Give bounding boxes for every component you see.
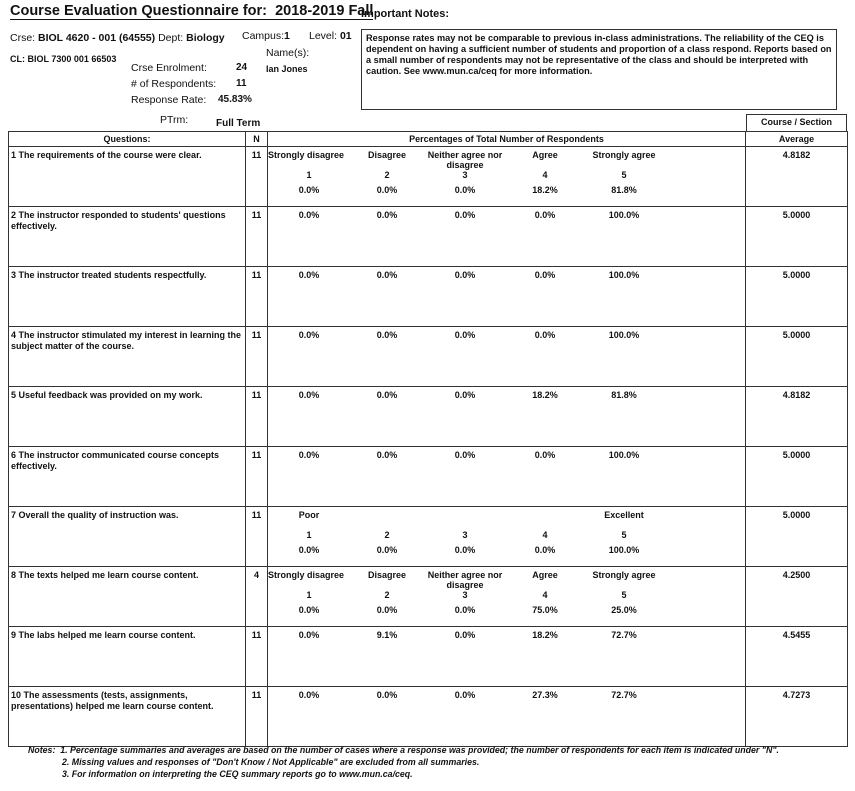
title-text: Course Evaluation Questionnaire for:	[10, 3, 268, 19]
percentages-cell	[268, 327, 746, 387]
response-rate-value: 45.83%	[218, 94, 252, 105]
scale-label: Strongly agree	[592, 150, 656, 160]
respondent-count: 11	[246, 327, 268, 387]
question-text: 2 The instructor responded to students' questions effectively.	[9, 207, 246, 267]
percentages-cell	[268, 207, 746, 267]
percentage-value: 100.0%	[608, 450, 640, 460]
scale-label: Strongly disagree	[268, 570, 345, 580]
scale-number: 2	[384, 530, 390, 540]
level-value: 01	[339, 30, 352, 42]
percentage-value: 100.0%	[608, 545, 640, 555]
percentage-value: 0.0%	[454, 690, 476, 700]
percentage-value: 18.2%	[532, 390, 558, 400]
scale-label: Neither agree nor disagree	[427, 570, 503, 590]
percentage-value: 0.0%	[298, 390, 320, 400]
question-text: 4 The instructor stimulated my interest in learning the subject matter of the course.	[9, 327, 246, 387]
percentage-value: 81.8%	[611, 390, 637, 400]
course-line	[10, 32, 225, 44]
dept-value: Biology	[186, 32, 225, 44]
results-table	[8, 131, 848, 747]
scale-number: 4	[542, 590, 548, 600]
average-value: 4.8182	[746, 387, 848, 447]
instructor-name: Ian Jones	[266, 64, 308, 74]
percentage-value: 0.0%	[454, 330, 476, 340]
scale-number: 5	[621, 530, 627, 540]
respondents-value: 11	[236, 78, 247, 89]
percentage-value: 0.0%	[376, 390, 398, 400]
table-row	[9, 147, 848, 207]
scale-number: 4	[542, 530, 548, 540]
report-title	[10, 3, 373, 19]
average-value: 4.8182	[746, 147, 848, 207]
table-row	[9, 687, 848, 747]
campus-value: 1	[284, 30, 290, 42]
percentage-value: 81.8%	[611, 185, 637, 195]
percentage-value: 0.0%	[298, 545, 320, 555]
scale-number: 2	[384, 170, 390, 180]
notes-title: Important Notes:	[361, 8, 449, 20]
percentage-value: 0.0%	[376, 330, 398, 340]
percentage-value: 0.0%	[534, 545, 556, 555]
scale-number: 1	[306, 530, 312, 540]
question-text: 6 The instructor communicated course concepts effectively.	[9, 447, 246, 507]
average-value: 5.0000	[746, 267, 848, 327]
scale-label: Agree	[532, 150, 558, 160]
percentage-value: 72.7%	[611, 690, 637, 700]
percentage-value: 0.0%	[298, 210, 320, 220]
average-value: 5.0000	[746, 207, 848, 267]
footer-label: Notes:	[28, 745, 56, 755]
percentage-value: 0.0%	[454, 390, 476, 400]
response-rate-label: Response Rate:	[131, 94, 207, 106]
percentage-value: 0.0%	[376, 185, 398, 195]
percentages-cell	[268, 147, 746, 207]
level-label: Level:	[309, 30, 338, 42]
percentage-value: 0.0%	[454, 450, 476, 460]
percentages-cell	[268, 387, 746, 447]
percentage-value: 100.0%	[608, 270, 640, 280]
scale-number: 5	[621, 170, 627, 180]
course-label: Crse:	[10, 32, 36, 44]
percentage-value: 0.0%	[376, 545, 398, 555]
col-questions: Questions:	[9, 132, 246, 147]
col-n: N	[246, 132, 268, 147]
percentage-value: 0.0%	[376, 210, 398, 220]
percentage-value: 0.0%	[534, 330, 556, 340]
question-text: 7 Overall the quality of instruction was.	[9, 507, 246, 567]
percentage-value: 0.0%	[376, 270, 398, 280]
percentage-value: 72.7%	[611, 630, 637, 640]
table-header-row	[9, 132, 848, 147]
question-text: 9 The labs helped me learn course content.	[9, 627, 246, 687]
scale-number: 1	[306, 590, 312, 600]
percentage-value: 18.2%	[532, 185, 558, 195]
percentage-value: 18.2%	[532, 630, 558, 640]
percentage-value: 0.0%	[534, 450, 556, 460]
course-code: BIOL 4620 - 001 (64555)	[38, 32, 156, 44]
scale-label: Strongly disagree	[268, 150, 345, 160]
average-value: 4.7273	[746, 687, 848, 747]
footer-note-3: 3. For information on interpreting the CEQ summary reports go to www.mun.ca/ceq.	[62, 769, 413, 779]
pterm-label: PTrm:	[160, 114, 189, 126]
percentage-value: 0.0%	[454, 185, 476, 195]
respondent-count: 11	[246, 687, 268, 747]
percentages-cell	[268, 447, 746, 507]
scale-number: 3	[462, 530, 468, 540]
footer-note-1: 1. Percentage summaries and averages are based on the number of cases where a response was provided; the number of respondents for each item is indicated under "N".	[60, 745, 779, 755]
respondent-count: 11	[246, 267, 268, 327]
percentage-value: 75.0%	[532, 605, 558, 615]
percentage-value: 9.1%	[376, 630, 398, 640]
percentage-value: 0.0%	[376, 605, 398, 615]
percentage-value: 100.0%	[608, 210, 640, 220]
percentage-value: 0.0%	[298, 690, 320, 700]
percentage-value: 0.0%	[298, 270, 320, 280]
percentages-cell	[268, 267, 746, 327]
percentage-value: 0.0%	[298, 330, 320, 340]
table-row	[9, 207, 848, 267]
term-text: 2018-2019 Fall	[275, 3, 374, 19]
scale-label: Excellent	[604, 510, 644, 520]
percentage-value: 0.0%	[454, 545, 476, 555]
pterm-value: Full Term	[216, 118, 261, 129]
important-notes-box: Response rates may not be comparable to previous in-class administrations. The reliability of the CEQ is dependent on having a sufficient number of students and proportion of a class respond. Reports based on a small number of respondents may not be representative of the class and should be interpreted with caution. See www.mun.ca/ceq for more information.	[361, 29, 837, 110]
scale-label: Agree	[532, 570, 558, 580]
respondent-count: 11	[246, 387, 268, 447]
percentage-value: 0.0%	[534, 270, 556, 280]
respondent-count: 11	[246, 207, 268, 267]
percentage-value: 0.0%	[298, 605, 320, 615]
scale-label: Poor	[298, 510, 320, 520]
average-value: 5.0000	[746, 507, 848, 567]
percentage-value: 0.0%	[454, 210, 476, 220]
scale-number: 5	[621, 590, 627, 600]
enrolment-label: Crse Enrolment:	[131, 62, 207, 74]
average-value: 4.5455	[746, 627, 848, 687]
scale-number: 2	[384, 590, 390, 600]
scale-label: Disagree	[367, 570, 407, 580]
question-text: 1 The requirements of the course were clear.	[9, 147, 246, 207]
respondents-label: # of Respondents:	[131, 78, 217, 90]
question-text: 5 Useful feedback was provided on my work.	[9, 387, 246, 447]
question-text: 3 The instructor treated students respectfully.	[9, 267, 246, 327]
col-average: Average	[746, 132, 848, 147]
respondent-count: 11	[246, 447, 268, 507]
percentage-value: 0.0%	[376, 450, 398, 460]
percentages-cell	[268, 627, 746, 687]
percentages-cell	[268, 567, 746, 627]
percentage-value: 0.0%	[298, 185, 320, 195]
percentage-value: 0.0%	[454, 630, 476, 640]
scale-number: 1	[306, 170, 312, 180]
respondent-count: 4	[246, 567, 268, 627]
table-row	[9, 267, 848, 327]
scale-label: Strongly agree	[592, 570, 656, 580]
scale-number: 3	[462, 170, 468, 180]
table-row	[9, 567, 848, 627]
table-row	[9, 447, 848, 507]
table-row	[9, 387, 848, 447]
table-row	[9, 507, 848, 567]
percentage-value: 0.0%	[454, 605, 476, 615]
campus-label: Campus:	[242, 30, 285, 42]
percentage-value: 0.0%	[298, 630, 320, 640]
campus-line	[242, 30, 290, 42]
respondent-count: 11	[246, 627, 268, 687]
dept-label: Dept:	[158, 32, 184, 44]
crosslist: CL: BIOL 7300 001 66503	[10, 54, 117, 64]
col-percentages: Percentages of Total Number of Respondents	[268, 132, 746, 147]
percentage-value: 0.0%	[534, 210, 556, 220]
table-row	[9, 327, 848, 387]
level-line	[309, 30, 352, 42]
scale-number: 4	[542, 170, 548, 180]
footer-notes	[28, 744, 779, 780]
percentages-cell	[268, 507, 746, 567]
average-value: 4.2500	[746, 567, 848, 627]
footer-note-2: 2. Missing values and responses of "Don't Know / Not Applicable" are excluded from all summaries.	[62, 757, 480, 767]
percentage-value: 0.0%	[298, 450, 320, 460]
question-text: 8 The texts helped me learn course content.	[9, 567, 246, 627]
names-label: Name(s):	[266, 47, 310, 59]
scale-label: Neither agree nor disagree	[427, 150, 503, 170]
percentage-value: 0.0%	[376, 690, 398, 700]
course-section-header: Course / Section	[746, 114, 847, 131]
scale-label: Disagree	[367, 150, 407, 160]
percentage-value: 25.0%	[611, 605, 637, 615]
percentage-value: 0.0%	[454, 270, 476, 280]
percentage-value: 100.0%	[608, 330, 640, 340]
table-row	[9, 627, 848, 687]
respondent-count: 11	[246, 507, 268, 567]
respondent-count: 11	[246, 147, 268, 207]
question-text: 10 The assessments (tests, assignments, presentations) helped me learn course content.	[9, 687, 246, 747]
percentages-cell	[268, 687, 746, 747]
average-value: 5.0000	[746, 447, 848, 507]
enrolment-value: 24	[236, 62, 248, 73]
percentage-value: 27.3%	[532, 690, 558, 700]
scale-number: 3	[462, 590, 468, 600]
average-value: 5.0000	[746, 327, 848, 387]
